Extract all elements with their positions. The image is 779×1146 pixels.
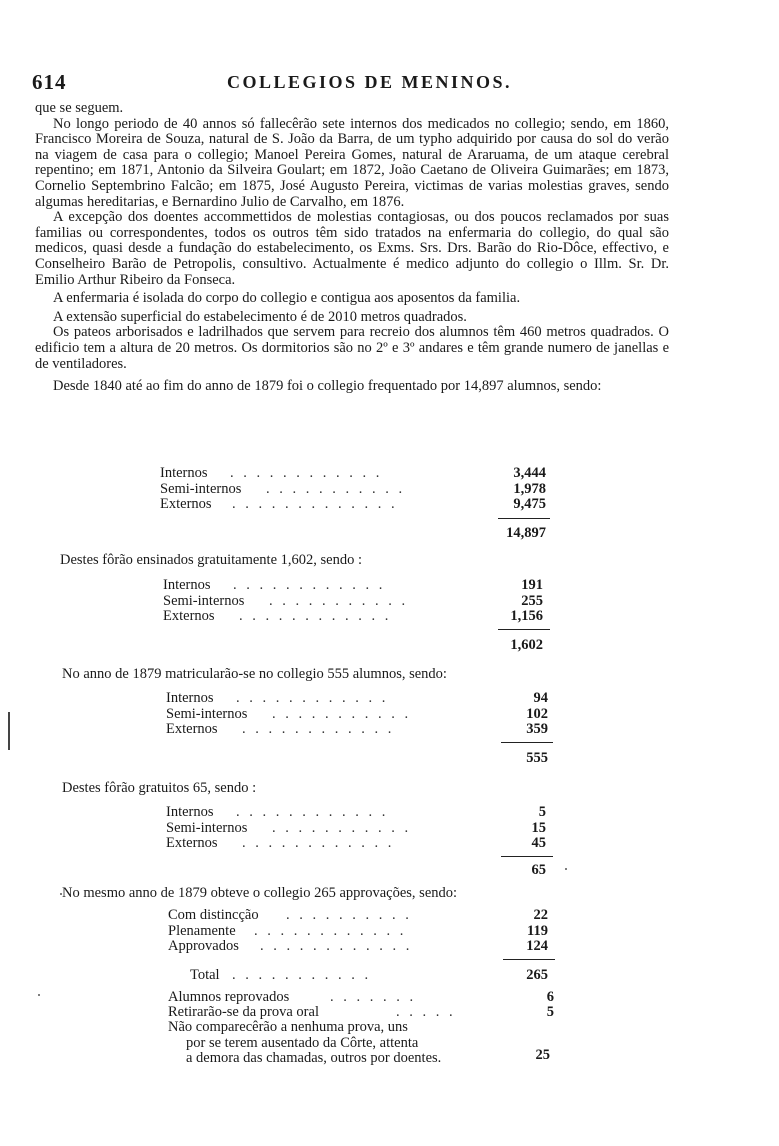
table-row: Internos . . . . . . . . . . . . 191 <box>163 577 543 593</box>
ink-speck <box>60 893 62 895</box>
paragraph-infirmary-location: A enfermaria é isolada do corpo do collegio e contigua aos aposentos da familia. <box>53 290 521 307</box>
margin-mark <box>8 712 10 750</box>
tally-approvals <box>168 907 568 1067</box>
running-title: COLLEGIOS DE MENINOS. <box>227 72 513 92</box>
sum-total: 14,897 <box>506 525 546 541</box>
paragraph-deaths: No longo periodo de 40 annos só fallecêrão sete internos dos medicados no collegio; sendo, em 1860, Francisco Moreira de Souza, natural de S. João da Barra, de um typho adquirido por causa do sol do verão na viagem de casa para o collegio; Manoel Pereira Gomes, natural de Araruama, de um ataque cerebral repentino; em 1871, Antonio da Silveira Goulart; em 1872, João Caetano de Oliveira Guimarães; em 1873, Cornelio Septembrino Falcão; em 1875, José Augusto Pereira, victimas de varias molestias graves, sendo algumas hereditarias, e Bernardino Julio de Carvalho, em 1876. <box>35 115 669 210</box>
sum-rule <box>498 518 550 519</box>
table-row: Semi-internos . . . . . . . . . . . 102 <box>166 705 548 722</box>
sum-rule <box>498 629 550 630</box>
total-row: Total . . . . . . . . . . . 265 <box>190 967 548 983</box>
table-row: Externos . . . . . . . . . . . . . 9,475 <box>160 496 546 513</box>
ink-speck <box>38 994 40 996</box>
sum-total: 555 <box>526 750 548 766</box>
paragraph-continuation: que se seguem. <box>35 100 124 116</box>
paragraph-enrolment-total: Desde 1840 até ao fim do anno de 1879 foi o collegio frequentado por 14,897 alumnos, sendo: <box>53 378 602 395</box>
table-row: Retirarão-se da prova oral . . . . . 5 <box>168 1004 554 1020</box>
table-row: Externos . . . . . . . . . . . . 1,156 <box>163 608 543 625</box>
table-row: Externos . . . . . . . . . . . . 45 <box>166 835 546 852</box>
absent-count: 25 <box>535 1047 550 1063</box>
table-row: Approvados . . . . . . . . . . . . 124 <box>168 938 548 955</box>
page-number: 614 <box>32 70 67 94</box>
table-row: Internos . . . . . . . . . . . . 94 <box>166 690 548 706</box>
sum-rule <box>501 742 553 743</box>
table-row: Semi-internos . . . . . . . . . . . 255 <box>163 592 543 609</box>
table-row: Internos . . . . . . . . . . . . 3,444 <box>160 465 546 481</box>
ink-speck <box>565 868 567 870</box>
tally-1840-1879 <box>160 465 560 541</box>
table-row: Semi-internos . . . . . . . . . . . 1,978 <box>160 480 546 497</box>
table-row: Com distincção . . . . . . . . . . 22 <box>168 907 548 923</box>
table-row: Alumnos reprovados . . . . . . . 6 <box>168 989 554 1005</box>
table-row: Plenamente . . . . . . . . . . . . 119 <box>168 922 548 939</box>
paragraph-courtyards: Os pateos arborisados e ladrilhados que servem para recreio dos alumnos têm 460 metros quadrados. O edificio tem a altura de 20 metros. Os dormitorios são no 2º e 3º andares e têm grande numero de janellas e de ventiladores. <box>35 324 669 372</box>
sum-total: 65 <box>531 862 546 878</box>
paragraph-area: A extensão superficial do estabelecimento é de 2010 metros quadrados. <box>53 308 467 325</box>
page-header <box>32 70 682 96</box>
table-row: Semi-internos . . . . . . . . . . . 15 <box>166 819 546 836</box>
tally-1879-intro: No anno de 1879 matricularão-se no collegio 555 alumnos, sendo: <box>62 666 447 682</box>
absent-note: Não comparecêrão a nenhuma prova, uns por se terem ausentado da Côrte, attenta a demora das chamadas, outros por doentes. <box>168 1019 442 1067</box>
body-text-top <box>35 101 669 395</box>
sum-rule <box>503 959 555 960</box>
table-row: Externos . . . . . . . . . . . . 359 <box>166 721 548 738</box>
tally-1879-enrolment <box>166 690 566 766</box>
tally-free-education <box>163 577 563 653</box>
table-row: Internos . . . . . . . . . . . . 5 <box>166 804 546 820</box>
tally-1879-free-intro: Destes fôrão gratuitos 65, sendo : <box>62 780 257 796</box>
tally-free-intro: Destes fôrão ensinados gratuitamente 1,602, sendo : <box>60 552 363 568</box>
sum-total: 1,602 <box>510 637 543 653</box>
sum-rule <box>501 856 553 857</box>
tally-1879-free <box>166 804 566 878</box>
tally-approvals-intro: No mesmo anno de 1879 obteve o collegio 265 approvações, sendo: <box>62 885 458 901</box>
paragraph-infirmary-doctors: A excepção dos doentes accommettidos de molestias contagiosas, ou dos poucos reclamados por suas familias ou correspondentes, todos os outros têm sido tratados na enfermaria do collegio, do qual são medicos, quasi desde a fundação do estabelecimento, os Exms. Srs. Drs. Barão do Rio-Dôce, effectivo, e Conselheiro Barão de Petropolis, consultivo. Actualmente é medico adjunto do collegio o Illm. Sr. Dr. Emilio Arthur Ribeiro da Fonseca. <box>35 209 669 288</box>
